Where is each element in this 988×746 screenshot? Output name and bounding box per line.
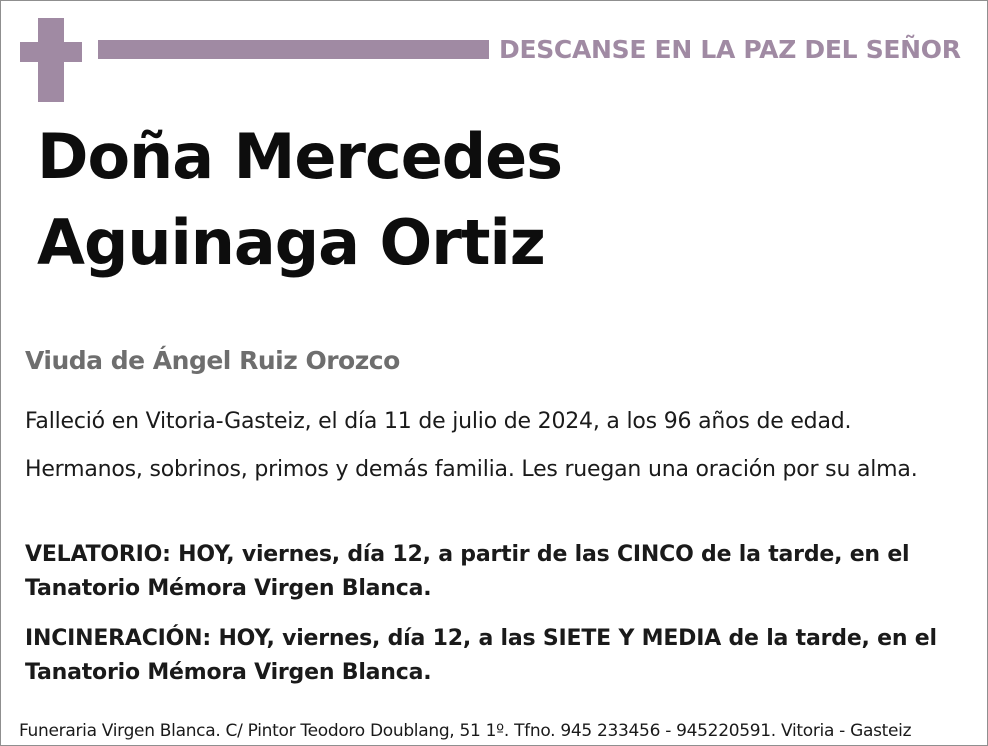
deceased-name-line-1: Doña Mercedes — [37, 120, 563, 193]
header-band — [98, 40, 489, 59]
deceased-name-line-2: Aguinaga Ortiz — [37, 206, 545, 279]
headline: DESCANSE EN LA PAZ DEL SEÑOR — [499, 35, 961, 64]
cross-horizontal-bar — [20, 42, 82, 62]
funeral-home-footer: Funeraria Virgen Blanca. C/ Pintor Teodoro Doublang, 51 1º. Tfno. 945 233456 - 945220591. Vitoria - Gasteiz — [19, 721, 912, 741]
family-note: Hermanos, sobrinos, primos y demás familia. Les ruegan una oración por su alma. — [25, 457, 918, 482]
death-notice: Falleció en Vitoria-Gasteiz, el día 11 de julio de 2024, a los 96 años de edad. — [25, 409, 852, 434]
cremation-details: INCINERACIÓN: HOY, viernes, día 12, a las SIETE Y MEDIA de la tarde, en el Tanatorio Mémora Virgen Blanca. — [25, 626, 937, 685]
widow-of: Viuda de Ángel Ruiz Orozco — [25, 346, 400, 375]
deceased-name — [37, 114, 967, 286]
wake-details: VELATORIO: HOY, viernes, día 12, a partir de las CINCO de la tarde, en el Tanatorio Mémora Virgen Blanca. — [25, 542, 910, 601]
